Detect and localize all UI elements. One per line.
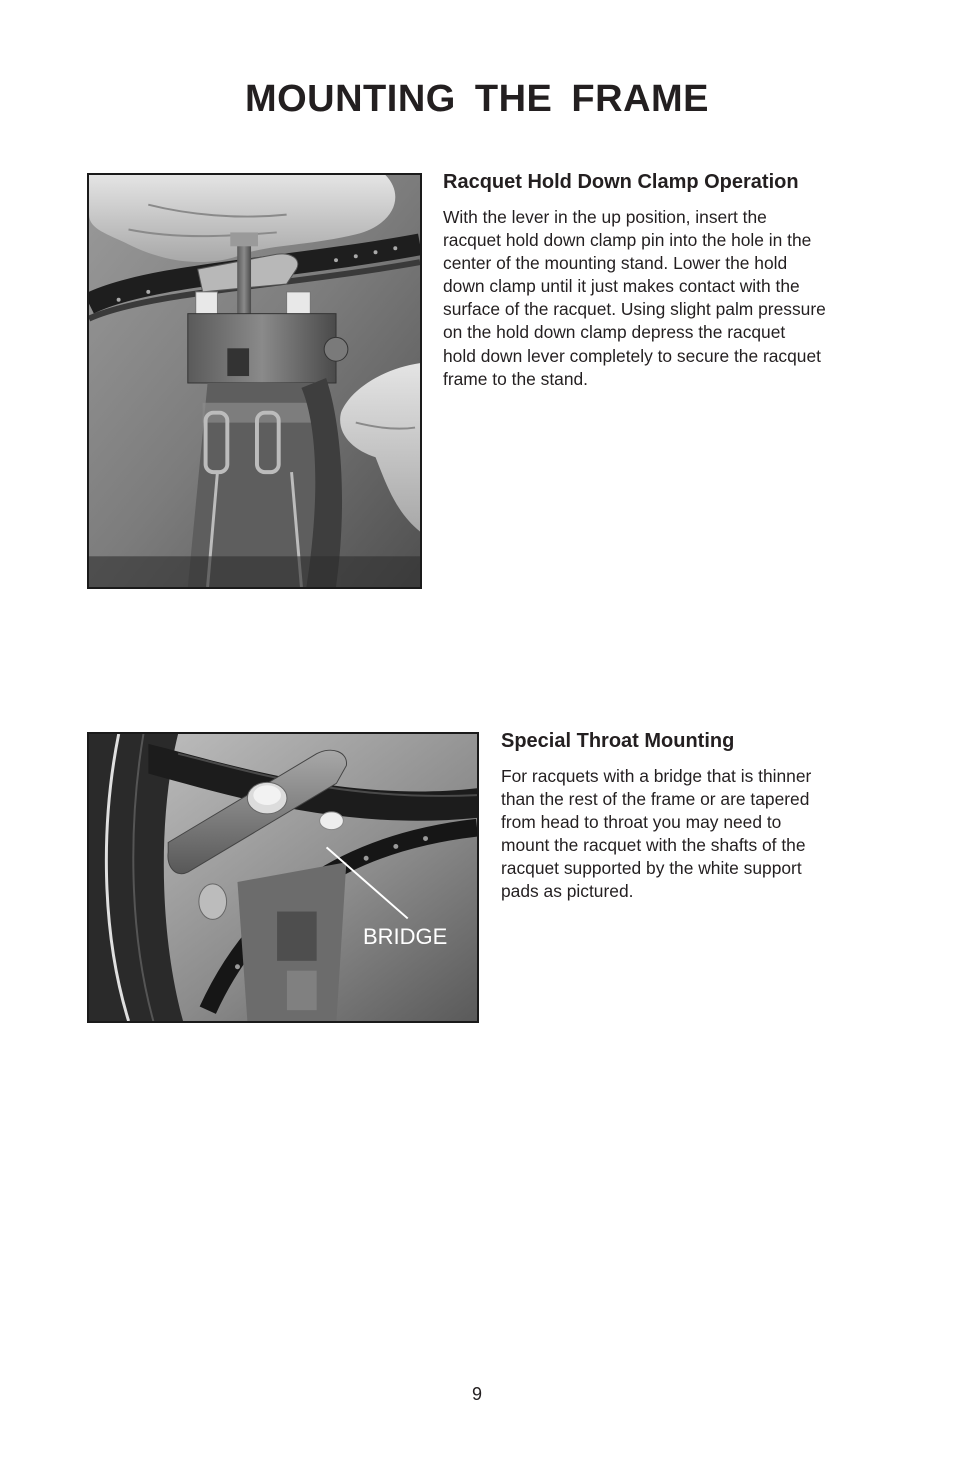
clamp-operation-section [443, 170, 873, 391]
page-title: MOUNTING THE FRAME [244, 78, 710, 120]
clamp-operation-body: With the lever in the up position, insert the racquet hold down clamp pin into the hole in the center of the mounting stand. Lower the hold down clamp until it just makes contact with the surface of the racquet. Using slight palm pressure on the hold down clamp depress the racquet hold down lever completely to secure the racquet frame to the stand. [443, 207, 826, 389]
clamp-operation-photo [87, 173, 422, 589]
throat-mounting-heading: Special Throat Mounting [501, 730, 735, 752]
page-number: 9 [471, 1384, 482, 1404]
bridge-callout-label: BRIDGE [363, 924, 448, 949]
throat-mounting-photo [87, 732, 479, 1023]
clamp-operation-heading: Racquet Hold Down Clamp Operation [443, 171, 799, 193]
throat-mounting-section [501, 729, 871, 904]
throat-mounting-body: For racquets with a bridge that is thinner than the rest of the frame or are tapered from head to throat you may need to mount the racquet with the shafts of the racquet supported by the white support pads as pictured. [501, 766, 812, 902]
